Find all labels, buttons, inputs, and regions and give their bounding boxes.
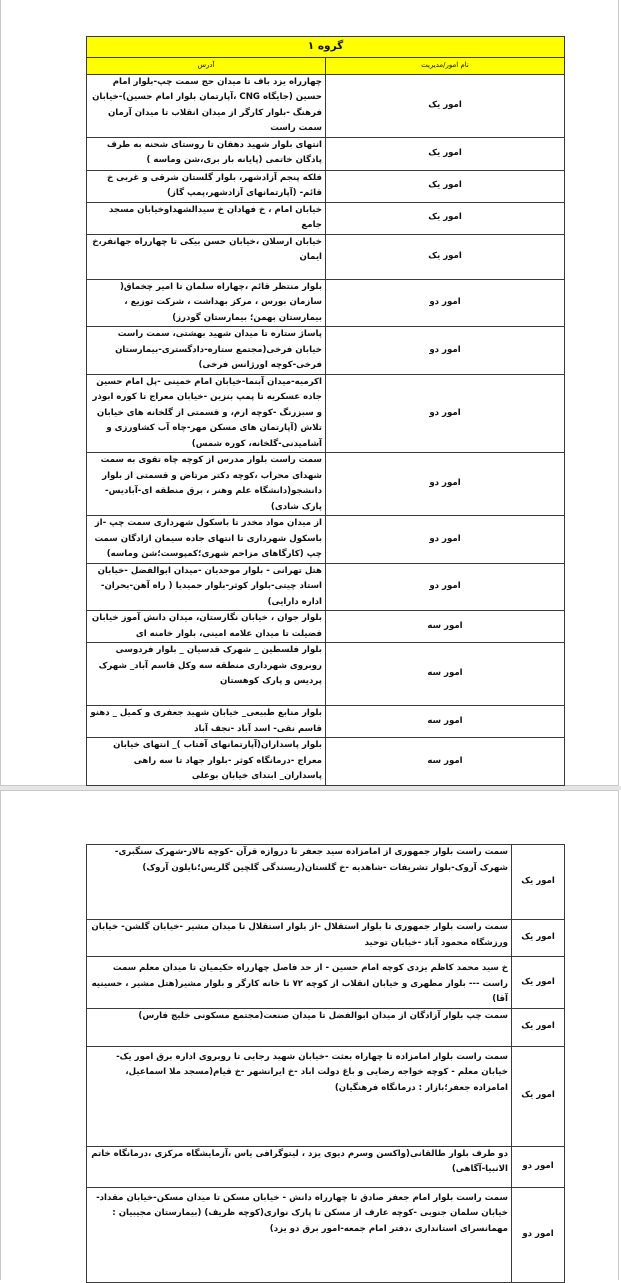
table-row [87, 920, 565, 957]
area-cell: امور یک [512, 1046, 565, 1146]
outage-table-page-2 [86, 844, 565, 1283]
area-cell: امور دو [326, 374, 565, 453]
address-cell: پاساژ ستاره تا میدان شهید بهشتی، سمت راست خیابان فرخی(مجتمع ستاره-دادگستری-بیمارستان فرخی-کوچه اورژانس فرخی) [87, 327, 326, 375]
group-1-title-row [87, 37, 565, 58]
address-cell: خیابان ارسلان ،خیابان حسن بیکی تا چهارراه جهانفر،خ ایمان [87, 234, 326, 279]
area-cell: امور دو [512, 1187, 565, 1282]
area-cell: امور یک [512, 1008, 565, 1046]
address-cell: خیابان امام ، خ فهادان خ سیدالشهداوخیابان مسجد جامع [87, 202, 326, 234]
area-cell: امور دو [512, 1146, 565, 1187]
table-row [87, 1008, 565, 1046]
table-row [87, 170, 565, 202]
table-row [87, 202, 565, 234]
table-row [87, 137, 565, 170]
address-cell: بلوار منابع طبیعی_ خیابان شهید جعفری و کمیل _ دهنو قاسم نقی- اسد آباد -نجف آباد [87, 706, 326, 738]
address-cell: اکرمیه-میدان آبنما-خیابان امام خمینی -پل امام حسین جاده عسکریه تا پمپ بنزین -خیابان معراج تا کوره ابوذر و سبزرنگ -کوچه ارم، و قسمتی از گلخانه های خیابان تلاش (آپارتمان های مسکن مهر-چاه آب کشاورزی و آشامیدنی-گلخانه، کوره شمس) [87, 374, 326, 453]
address-cell: سمت چپ بلوار آزادگان از میدان ابوالفضل تا میدان صنعت(مجتمع مسکونی خلیج فارس) [87, 1008, 512, 1046]
area-cell: امور سه [326, 738, 565, 786]
area-cell: امور یک [326, 234, 565, 279]
address-cell: سمت راست بلوار جمهوری از امامزاده سید جعفر تا دروازه قرآن -کوچه تالار-شهرک سنگبری-شهرک آروک-بلوار تشریفات -شاهدیه -خ گلستان(ریسندگی گلچین گلریس؛نایلون آروک) [87, 845, 512, 920]
table-row [87, 845, 565, 920]
table-row [87, 374, 565, 453]
address-cell: دو طرف بلوار طالقانی(واکسن وسرم دیوی یزد ، لیتوگرافی یاس ،آزمایشگاه مرکزی ،درمانگاه خاتم الانبیا-آگاهی) [87, 1146, 512, 1187]
table-row [87, 327, 565, 375]
table-row [87, 563, 565, 611]
table-row [87, 643, 565, 706]
address-cell: بلوار منتظر قائم ،چهاراه سلمان تا امیر چخماق( سازمان بورس ، مرکز بهداشت ، شرکت توزیع ، بیمارستان بهمن؛ بیمارستان گودرز) [87, 279, 326, 327]
address-cell: سمت راست بلوار امامزاده تا چهاراه بعثت -خیابان شهید رجایی تا روبروی اداره برق امور یک-خیابان معلم - کوچه خواجه رضایی و باغ دولت اباد -خ ایرانشهر -خ قیام(مسجد ملا اسماعیل، امامزاده جعفر؛بازار : درمانگاه فرهنگیان) [87, 1046, 512, 1146]
address-cell: سمت راست بلوار مدرس از کوچه چاه تقوی به سمت شهدای محراب ،کوچه دکتر مرتاض و قسمتی از بلوار دانشجو(دانشگاه علم وهنر ، برق منطقه ای-آبادیس-پارک شادی) [87, 453, 326, 516]
table-row [87, 74, 565, 137]
area-cell: امور سه [326, 643, 565, 706]
address-cell: بلوار پاسداران(آپارتمانهای آفتاب )_ انتهای خیابان معراج -درمانگاه کوثر -بلوار جهاد تا سه راهی پاسداران_ ابتدای خیابان بوعلی [87, 738, 326, 786]
column-header-area: نام امور/مدیریت [326, 58, 565, 75]
area-cell: امور دو [326, 563, 565, 611]
table-row [87, 611, 565, 643]
area-cell: امور دو [326, 516, 565, 564]
area-cell: امور یک [512, 920, 565, 957]
area-cell: امور دو [326, 279, 565, 327]
address-cell: بلوار جوان ، خیابان نگارستان، میدان دانش آموز خیابان فضیلت تا میدان علامه امینی، بلوار خامنه ای [87, 611, 326, 643]
table-row [87, 516, 565, 564]
address-cell: خ سید محمد کاظم یزدی کوچه امام حسین - از حد فاصل چهارراه حکیمیان تا میدان معلم سمت راست --- بلوار مطهری و خیابان انقلاب از کوچه ۷۲ تا خانه کارگر و بلوار مشیر(هتل مشیر ، حسینیه آقا) [87, 957, 512, 1009]
area-cell: امور سه [326, 611, 565, 643]
area-cell: امور سه [326, 706, 565, 738]
area-cell: امور دو [326, 453, 565, 516]
address-cell: سمت راست بلوار جمهوری تا بلوار استقلال -از بلوار استقلال تا میدان مشیر -خیابان گلشن- خیابان ورزشگاه محمود آباد -خیابان توحید [87, 920, 512, 957]
address-cell: فلکه پنجم آزادشهر، بلوار گلستان شرقی و غربی خ قائم- (آپارتمانهای آزادشهر،پمپ گاز) [87, 170, 326, 202]
outage-table-page-1 [86, 36, 565, 821]
address-cell: انتهای بلوار شهید دهقان تا روستای شحنه به طرف پادگان خاتمی (پایانه بار بری،شن وماسه ) [87, 137, 326, 170]
group-1-title: گروه ۱ [87, 37, 565, 58]
column-header-address: آدرس [87, 58, 326, 75]
document-page-2 [0, 790, 619, 1280]
address-cell: سمت راست بلوار امام جعفر صادق تا چهارراه دانش - خیابان مسکن تا میدان مسکن-خیابان مقداد-خیابان سلمان جنوبی -کوچه عارف از مسکن تا پارک نواری(کوچه ظریف) (بیمارستان مجیبیان : مهمانسرای استانداری ،دفتر امام جمعه-امور برق دو یزد) [87, 1187, 512, 1282]
area-cell: امور یک [512, 957, 565, 1009]
address-cell: هتل تهرانی - بلوار موحدیان -میدان ابوالفضل -خیابان استاد چیتی-بلوار کوثر-بلوار حمیدیا ( راه آهن-بحران-اداره دارایی) [87, 563, 326, 611]
area-cell: امور دو [326, 327, 565, 375]
table-row [87, 234, 565, 279]
area-cell: امور یک [326, 74, 565, 137]
address-cell: از میدان مواد مخدر تا باسکول شهرداری سمت چپ -از باسکول شهرداری تا انتهای جاده سیمان ازادگان سمت چپ (کارگاهای مزاحم شهری؛کمپوست؛شن وماسه) [87, 516, 326, 564]
group-1-header-row [87, 58, 565, 75]
table-row [87, 453, 565, 516]
table-row [87, 1146, 565, 1187]
area-cell: امور یک [512, 845, 565, 920]
area-cell: امور یک [326, 137, 565, 170]
address-cell: بلوار فلسطین _ شهرک قدسیان _ بلوار فردوسی روبروی شهرداری منطقه سه وکل قاسم آباد_ شهرک پردیس و پارک کوهستان [87, 643, 326, 706]
table-row [87, 1046, 565, 1146]
area-cell: امور یک [326, 202, 565, 234]
address-cell: چهارراه یزد باف تا میدان حج سمت چپ-بلوار امام حسین (جایگاه CNG ،آپارتمان بلوار امام حسین)-خیابان فرهنگ -بلوار کارگر از میدان انقلاب تا میدان آرمان سمت راست [87, 74, 326, 137]
table-row [87, 279, 565, 327]
table-row [87, 738, 565, 786]
table-row [87, 957, 565, 1009]
table-row [87, 1187, 565, 1282]
area-cell: امور یک [326, 170, 565, 202]
table-row [87, 706, 565, 738]
